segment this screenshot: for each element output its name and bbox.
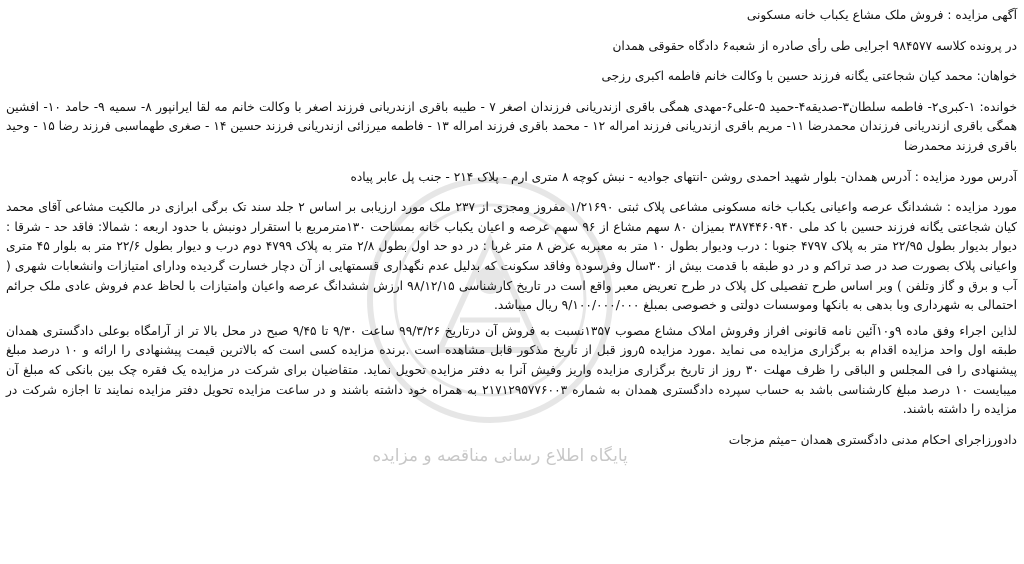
address-line: آدرس مورد مزایده : آدرس همدان- بلوار شهید احمدی روشن -انتهای جوادیه - نبش کوچه ۸ متری ارم - پلاک ۲۱۴ - جنب پل عابر پیاده <box>350 169 1017 184</box>
notice-title: آگهی مزایده : فروش ملک مشاع یکباب خانه مسکونی <box>746 8 1017 22</box>
signature-line: دادورزاجرای احکام مدنی دادگستری همدان –میثم مزجات <box>728 432 1017 447</box>
case-line: در پرونده کلاسه ۹۸۴۵۷۷ اجرایی طی رأی صادره از شعبه۶ دادگاه حقوقی همدان <box>612 38 1017 53</box>
defendants-paragraph: خوانده: ۱-کبری۲- فاطمه سلطان۳-صدیقه۴-حمید ۵-علی۶-مهدی همگی باقری ازندریانی فرزندان اصغر ۷ - طیبه باقری ازندریانی فرزند اصغر با وکالت خانم مه لقا ایرانپور ۸- سمیه ۹- حامد ۱۰- افشین همگی باقری ازندریانی فرزندان محمدرضا ۱۱- مریم باقری ازندریانی فرزند امراله ۱۲ - محمد باقری فرزند امراله ۱۳ - فاطمه میرزائی ازندریانی فرزند حسین ۱۴ - صغری طهماسبی فرزند رضا ۱۵ - وحید باقری فرزند محمدرضا <box>6 99 1018 153</box>
plaintiff-line: خواهان: محمد کیان شجاعتی یگانه فرزند حسین با وکالت خانم فاطمه اکبری رزجی <box>601 69 1017 84</box>
subject-paragraph: مورد مزایده : ششدانگ عرصه واعیانی یکباب خانه مسکونی مشاعی پلاک ثبتی ۱/۲۱۶۹۰ مفروز ومجزی از ۲۳۷ ملک مورد ارزیابی بر اساس ۲ جلد سند تک برگی ابرازی در مالکیت مشاعی آقای محمد کیان شجاعتی یگانه فرزند حسین با کد ملی ۳۸۷۴۴۶۰۹۴۰ بمیزان ۸۰ سهم مشاع از ۹۶ سهم عرصه و اعیان یکباب خانه بمساحت ۱۳۰مترمربع با استقرار دونبش با حدود اربعه : شمالا: فاقد حد - شرقا : دیوار بدیوار بطول ۲۲/۹۵ متر به پلاک ۴۷۹۷ جنوبا : درب ودیوار بطول ۱۰ متر به معبربه عرض ۸ متر غربا : در دو حد اول بطول ۲/۸ متر به پلاک ۴۷۹۹ دوم درب و دیوار بطول ۲۲/۶ متر به بلوار ۴۵ متری واعیانی پلاک بصورت صد در صد تراکم و در دو طبقه با قدمت بیش از ۳۰سال وفرسوده وفاقد سکونت که بدلیل عدم نگهداری قسمتهایی از آن دچار خسارت گردیده ودارای امتیازات وانشعابات شهری ( آب و برق و گاز وتلفن ) وبر اساس طرح تفصیلی کل پلاک در طرح تعریض معبر واقع است در تاریخ کارشناسی ۹۸/۱۲/۱۵ ارزش ششدانگ عرصه واعیان وامتیازات با لحاظ عدم فروش عادی ملک جرائم احتمالی به شهرداری وبا بدهی به بانکها وموسسات دولتی و خصوصی بمبلغ ۹/۱۰۰/۰۰۰/۰۰۰ ریال میباشد. <box>6 200 1018 313</box>
watermark-caption: پایگاه اطلاع رسانی مناقصه و مزایده <box>372 446 628 466</box>
terms-paragraph: لذاین اجراء وفق ماده ۹و۱۰آئین نامه قانونی افراز وفروش املاک مشاع مصوب ۱۳۵۷نسبت به فروش آن درتاریخ ۹۹/۳/۲۶ ساعت ۹/۳۰ تا ۹/۴۵ صبح در محل بالا تر از آرامگاه بوعلی دادگستری همدان طبقه اول واحد مزایده اقدام به برگزاری مزایده می نماید .مورد مزایده ۵روز قبل از تاریخ مذکور قابل مشاهده است .برنده مزایده کسی است که بالاترین قیمت پیشنهادی را ارائه و ۱۰ درصد مبلغ پیشنهادی را فی المجلس و الباقی را ظرف مهلت ۳۰ روز از تاریخ برگزاری مزایده واریز وفیش آنرا به دفتر مزایده تحویل نماید. متقاضیان برای شرکت در مزایده یک فقره چک بین بانکی که مبلغ آن میبایست ۱۰ درصد مبلغ کارشناسی باشد به حساب سپرده دادگستری همدان به شماره ۲۱۷۱۲۹۵۷۷۶۰۰۳ به همراه خود داشته باشند و در ساعت مزایده تحویل دفتر مزایده نمایند تا اجازه شرکت در مزایده را داشته باشند. <box>6 323 1018 417</box>
notice-body <box>6 6 1017 450</box>
